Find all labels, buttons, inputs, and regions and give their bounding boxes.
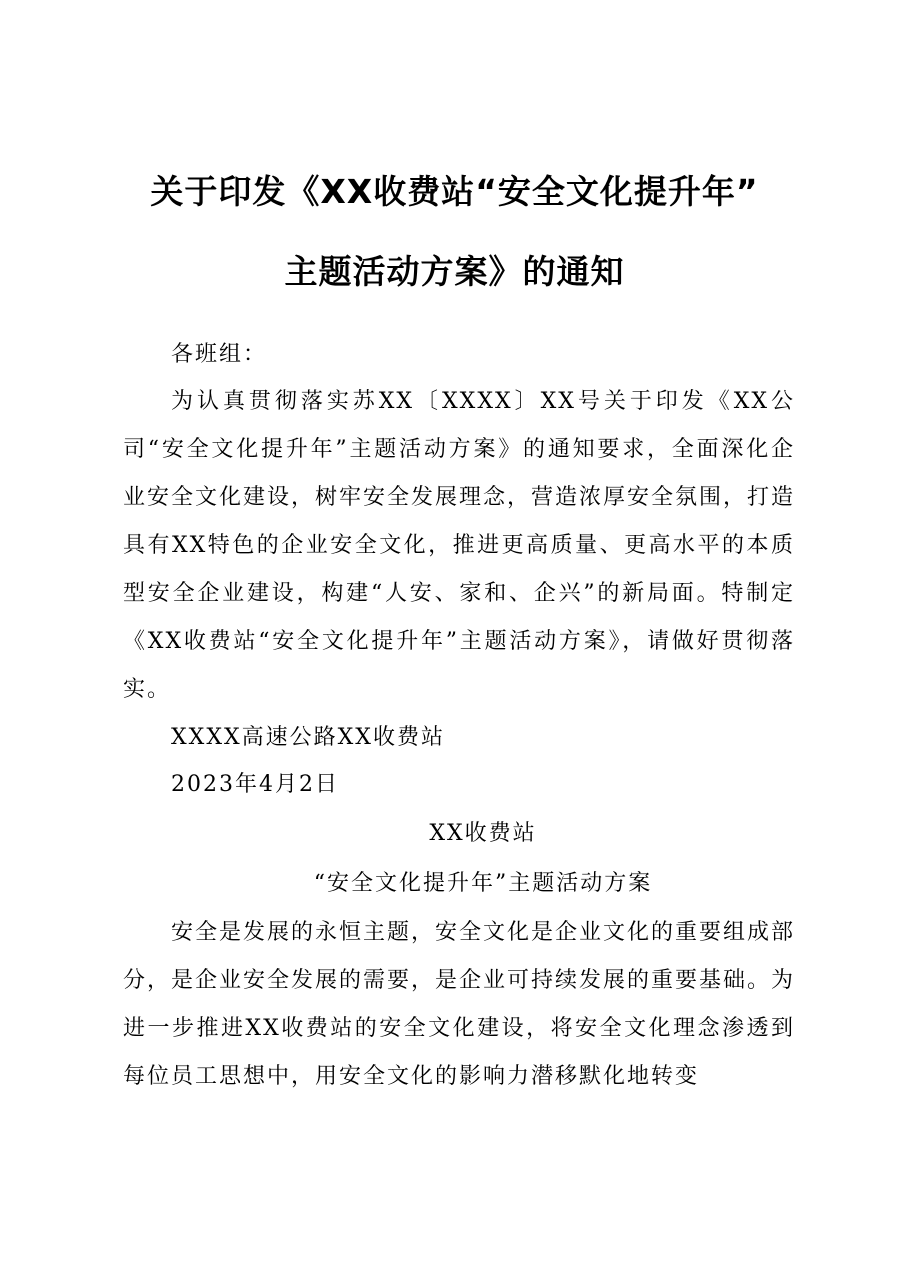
notice-title-line-2: 主题活动方案》的通知	[284, 252, 625, 291]
notice-title-line-1: 关于印发《XX收费站“安全文化提升年”	[150, 172, 759, 211]
salutation: 各班组：	[171, 342, 268, 367]
signature-organization: XXXX高速公路XX收费站	[171, 725, 445, 750]
plan-title-line-2: “安全文化提升年”主题活动方案	[313, 871, 653, 896]
plan-title-line-1: XX收费站	[429, 821, 537, 846]
notice-paragraph: 为认真贯彻落实苏XX〔XXXX〕XX号关于印发《XX公司“安全文化提升年”主题活动方案》的通知要求，全面深化企业安全文化建设，树牢安全发展理念，营造浓厚安全氛围，打造具有XX特色的企业安全文化，推进更高质量、更高水平的本质型安全企业建设，构建“人安、家和、企兴”的新局面。特制定《XX收费站“安全文化提升年”主题活动方案》，请做好贯彻落实。	[123, 389, 795, 702]
plan-intro-paragraph: 安全是发展的永恒主题，安全文化是企业文化的重要组成部分，是企业安全发展的需要，是企业可持续发展的重要基础。为进一步推进XX收费站的安全文化建设，将安全文化理念渗透到每位员工思想中，用安全文化的影响力潜移默化地转变	[123, 920, 795, 1089]
signature-date: 2023年4月2日	[171, 772, 339, 797]
